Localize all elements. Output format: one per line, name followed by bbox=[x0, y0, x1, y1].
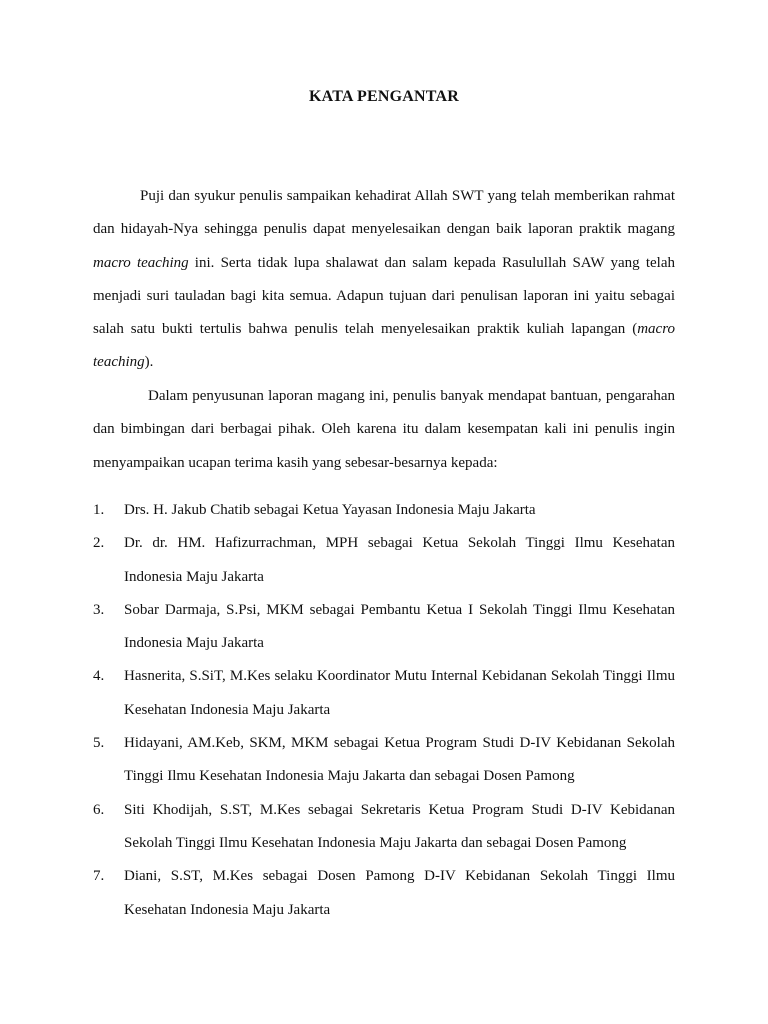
list-item-text: Hidayani, AM.Keb, SKM, MKM sebagai Ketua Program Studi D-IV Kebidanan Sekolah Tinggi Ilmu Kesehatan Indonesia Maju Jakarta dan sebagai Dosen Pamong bbox=[124, 735, 675, 785]
list-item-text: Sobar Darmaja, S.Psi, MKM sebagai Pembantu Ketua I Sekolah Tinggi Ilmu Kesehatan Indonesia Maju Jakarta bbox=[124, 601, 675, 652]
paragraph-acknowledgement bbox=[93, 380, 675, 480]
list-item bbox=[93, 727, 675, 794]
list-item-number: 6. bbox=[93, 801, 105, 818]
list-item bbox=[93, 527, 675, 594]
list-item-number: 1. bbox=[93, 502, 105, 518]
list-item bbox=[93, 594, 675, 661]
list-item-number: 4. bbox=[93, 668, 105, 685]
list-item-text: Drs. H. Jakub Chatib sebagai Ketua Yayasan Indonesia Maju Jakarta bbox=[124, 502, 536, 518]
list-item bbox=[93, 660, 675, 727]
italic-term: macro teaching bbox=[93, 254, 189, 271]
list-item-number: 5. bbox=[93, 735, 105, 752]
list-item-text: Hasnerita, S.SiT, M.Kes selaku Koordinator Mutu Internal Kebidanan Sekolah Tinggi Ilmu Kesehatan Indonesia Maju Jakarta bbox=[124, 668, 675, 718]
list-item-text: Dr. dr. HM. Hafizurrachman, MPH sebagai Ketua Sekolah Tinggi Ilmu Kesehatan Indonesia Maju Jakarta bbox=[124, 535, 675, 585]
list-item-text: Diani, S.ST, M.Kes sebagai Dosen Pamong D-IV Kebidanan Sekolah Tinggi Ilmu Kesehatan Indonesia Maju Jakarta bbox=[124, 868, 675, 918]
list-item-number: 2. bbox=[93, 535, 105, 552]
paragraph-intro-text: Puji dan syukur penulis sampaikan kehadirat Allah SWT yang telah memberikan rahmat dan hidayah-Nya sehingga penulis dapat menyelesaikan dengan baik laporan praktik magang macro teaching ini. Serta tidak lupa shalawat dan salam kepada Rasulullah SAW yang telah menjadi suri tauladan bagi kita semua. Adapun tujuan dari penulisan laporan ini yaitu sebagai salah satu bukti tertulis bahwa penulis telah menyelesaikan praktik kuliah lapangan (macro teaching). bbox=[93, 188, 675, 371]
list-item-text: Siti Khodijah, S.ST, M.Kes sebagai Sekretaris Ketua Program Studi D-IV Kebidanan Sekolah Tinggi Ilmu Kesehatan Indonesia Maju Jakarta dan sebagai Dosen Pamong bbox=[124, 801, 675, 851]
list-item bbox=[93, 494, 675, 527]
list-item bbox=[93, 860, 675, 927]
acknowledgement-list bbox=[93, 494, 675, 927]
italic-term: macro teaching bbox=[93, 321, 675, 371]
paragraph-acknowledgement-text: Dalam penyusunan laporan magang ini, penulis banyak mendapat bantuan, pengarahan dan bimbingan dari berbagai pihak. Oleh karena itu dalam kesempatan kali ini penulis ingin menyampaikan ucapan terima kasih yang sebesar-besarnya kepada: bbox=[93, 388, 675, 471]
page-title: KATA PENGANTAR bbox=[309, 88, 459, 105]
list-item-number: 7. bbox=[93, 868, 105, 885]
list-item bbox=[93, 794, 675, 861]
paragraph-intro bbox=[93, 180, 675, 380]
list-item-number: 3. bbox=[93, 601, 105, 618]
